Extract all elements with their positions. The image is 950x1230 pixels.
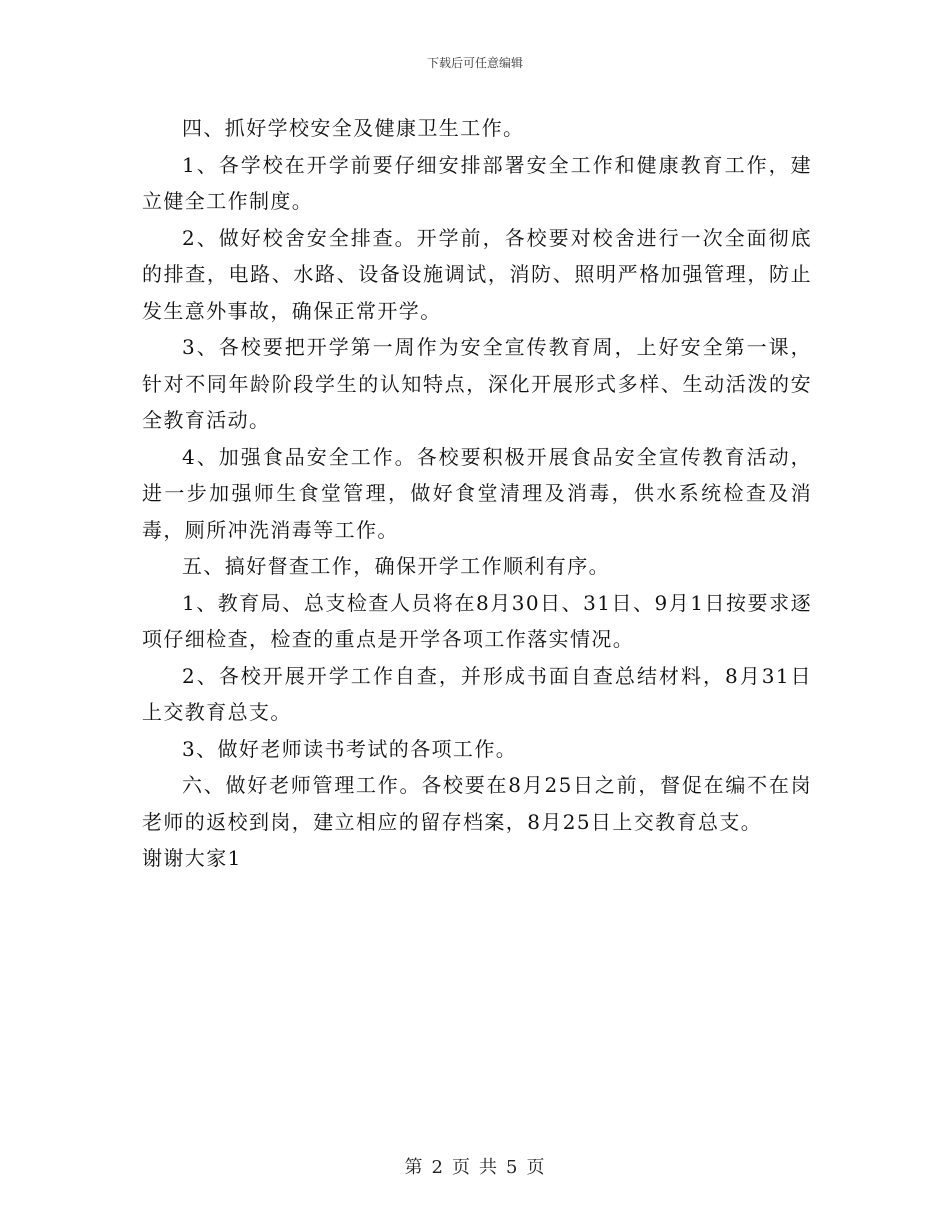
header-note: 下载后可任意编辑 — [426, 56, 523, 70]
paragraph-4-1: 1、各学校在开学前要仔细安排部署安全工作和健康教育工作，建立健全工作制度。 — [142, 152, 812, 213]
section-heading-4: 四、抓好学校安全及健康卫生工作。 — [182, 116, 525, 140]
page-footer — [0, 1153, 950, 1179]
paragraph-4-3: 3、各校要把开学第一周作为安全宣传教育周，上好安全第一课，针对不同年龄阶段学生的认知特点，深化开展形式多样、生动活泼的安全教育活动。 — [142, 335, 812, 432]
section-heading-5: 五、搞好督查工作，确保开学工作顺利有序。 — [182, 554, 610, 578]
closing-line: 谢谢大家1 — [142, 846, 242, 870]
paragraph-4-2: 2、做好校舍安全排查。开学前，各校要对校舍进行一次全面彻底的排查，电路、水路、设备设施调试，消防、照明严格加强管理，防止发生意外事故，确保正常开学。 — [142, 225, 812, 323]
page-label-mid2: 共 — [479, 1157, 498, 1178]
paragraph-5-2: 2、各校开展开学工作自查，并形成书面自查总结材料，8月31日上交教育总支。 — [142, 663, 812, 724]
current-page-number: 2 — [431, 1157, 444, 1178]
page-label-mid1: 页 — [452, 1157, 471, 1178]
paragraph-5-3: 3、做好老师读书考试的各项工作。 — [182, 736, 518, 761]
paragraph-4-4: 4、加强食品安全工作。各校要积极开展食品安全宣传教育活动，进一步加强师生食堂管理，做好食堂清理及消毒，供水系统检查及消毒，厕所冲洗消毒等工作。 — [142, 444, 812, 542]
section-heading-6: 六、做好老师管理工作。各校要在8月25日之前，督促在编不在岗老师的返校到岗，建立相应的留存档案，8月25日上交教育总支。 — [142, 773, 812, 834]
document-body — [142, 110, 812, 877]
page-label-prefix: 第 — [404, 1157, 424, 1178]
paragraph-5-1: 1、教育局、总支检查人员将在8月30日、31日、9月1日按要求逐项仔细检查，检查的重点是开学各项工作落实情况。 — [142, 590, 812, 651]
page-label-suffix: 页 — [526, 1157, 546, 1178]
total-pages-number: 5 — [506, 1157, 519, 1178]
